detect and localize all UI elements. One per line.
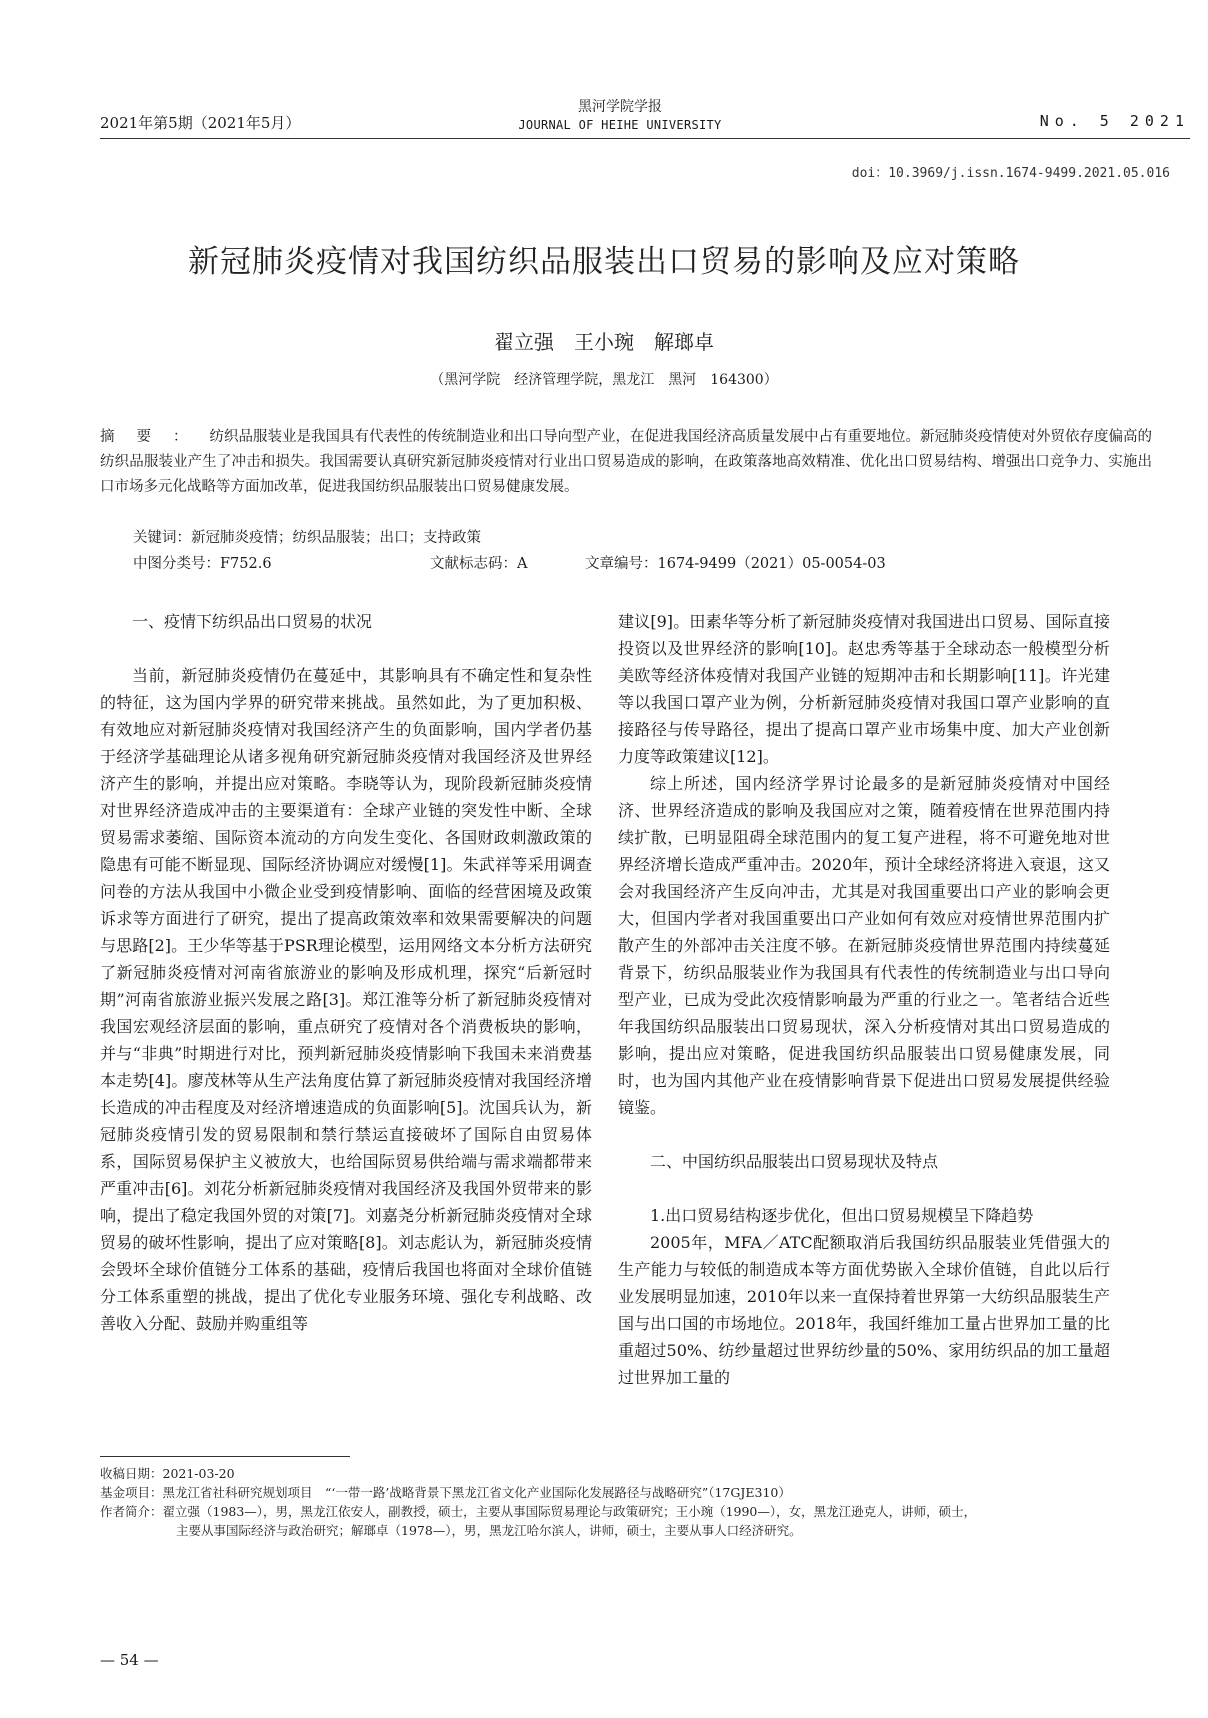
footnotes	[100, 1464, 1195, 1540]
body-paragraph-2005: 2005年，MFA／ATC配额取消后我国纺织品服装业凭借强大的生产能力与较低的制造成本等方面优势嵌入全球价值链，自此以后行业发展明显加速，2010年以来一直保持着世界第一大纺织品服装生产国与出口国的市场地位。2018年，我国纤维加工量占世界加工量的比重超过50%、纺纱量超过世界纺纱量的50%、家用纺织品的加工量超过世界加工量的	[618, 1233, 1110, 1387]
article-title: 新冠肺炎疫情对我国纺织品服装出口贸易的影响及应对策略	[188, 244, 1020, 280]
affiliation: （黑河学院 经济管理学院，黑龙江 黑河 164300）	[430, 372, 778, 388]
article-number: 文章编号：1674-9499（2021）05-0054-03	[585, 556, 886, 572]
issue-date: 2021年第5期（2021年5月）	[100, 114, 301, 132]
right-column	[618, 608, 1110, 1391]
journal-name-en: JOURNAL OF HEIHE UNIVERSITY	[518, 118, 722, 132]
footnote-rule	[100, 1456, 350, 1457]
abstract-text: 纺织品服装业是我国具有代表性的传统制造业和出口导向型产业，在促进我国经济高质量发展中占有重要地位。新冠肺炎疫情使对外贸依存度偏高的纺织品服装业产生了冲击和损失。我国需要认真研究新冠肺炎疫情对行业出口贸易造成的影响，在政策落地高效精准、优化出口贸易结构、增强出口竞争力、实施出口市场多元化战略等方面加改革，促进我国纺织品服装出口贸易健康发展。	[100, 429, 1152, 495]
left-column	[100, 608, 592, 1337]
keywords: 关键词：新冠肺炎疫情；纺织品服装；出口；支持政策	[133, 530, 481, 546]
fund-project: 基金项目：黑龙江省社科研究规划项目 “‘一带一路’战略背景下黑龙江省文化产业国际化发展路径与战略研究”（17GJE310）	[100, 1485, 791, 1500]
abstract-label: 摘要：	[100, 429, 210, 445]
subsection-heading: 1.出口贸易结构逐步优化，但出口贸易规模呈下降趋势	[650, 1206, 1034, 1225]
author-bio: 作者简介：翟立强（1983—），男，黑龙江依安人，副教授，硕士，主要从事国际贸易理论与政策研究；王小琬（1990—），女，黑龙江逊克人，讲师，硕士，	[100, 1504, 977, 1519]
authors: 翟立强 王小琬 解瑯卓	[494, 330, 714, 354]
journal-name	[480, 98, 760, 134]
issue-number: No. 5 2021	[1039, 112, 1190, 130]
body-paragraph-continued: 建议[9]。田素华等分析了新冠肺炎疫情对我国进出口贸易、国际直接投资以及世界经济的影响[10]。赵忠秀等基于全球动态一般模型分析美欧等经济体疫情对我国产业链的短期冲击和长期影响[11]。许光建等以我国口罩产业为例，分析新冠肺炎疫情对我国口罩产业影响的直接路径与传导路径，提出了提高口罩产业市场集中度、加大产业创新力度等政策建议[12]。	[618, 612, 1110, 766]
journal-name-cn: 黑河学院学报	[578, 99, 662, 115]
header-rule	[100, 138, 1190, 139]
received-date: 收稿日期：2021-03-20	[100, 1466, 235, 1481]
body-paragraph-summary: 综上所述，国内经济学界讨论最多的是新冠肺炎疫情对中国经济、世界经济造成的影响及我国应对之策，随着疫情在世界范围内持续扩散，已明显阻碍全球范围内的复工复产进程，将不可避免地对世界经济增长造成严重冲击。2020年，预计全球经济将进入衰退，这又会对我国经济产生反向冲击，尤其是对我国重要出口产业的影响会更大，但国内学者对我国重要出口产业如何有效应对疫情世界范围内扩散产生的外部冲击关注度不够。在新冠肺炎疫情世界范围内持续蔓延背景下，纺织品服装业作为我国具有代表性的传统制造业与出口导向型产业，已成为受此次疫情影响最为严重的行业之一。笔者结合近些年我国纺织品服装出口贸易现状，深入分析疫情对其出口贸易造成的影响，提出应对策略，促进我国纺织品服装出口贸易健康发展，同时，也为国内其他产业在疫情影响背景下促进出口贸易发展提供经验镜鉴。	[618, 774, 1110, 1117]
abstract	[100, 425, 1152, 500]
author-bio-continued: 主要从事国际经济与政治研究；解瑯卓（1978—），男，黑龙江哈尔滨人，讲师，硕士，主要从事人口经济研究。	[176, 1523, 802, 1538]
document-code: 文献标志码：A	[430, 556, 528, 572]
clc-number: 中图分类号：F752.6	[133, 556, 272, 572]
section-heading-1: 一、疫情下纺织品出口贸易的状况	[132, 612, 373, 631]
section-heading-2: 二、中国纺织品服装出口贸易现状及特点	[650, 1152, 939, 1171]
doi: doi：10.3969/j.issn.1674-9499.2021.05.016	[851, 166, 1170, 181]
body-paragraph: 当前，新冠肺炎疫情仍在蔓延中，其影响具有不确定性和复杂性的特征，这为国内学界的研究带来挑战。虽然如此，为了更加积极、有效地应对新冠肺炎疫情对我国经济产生的负面影响，国内学者仍基于经济学基础理论从诸多视角研究新冠肺炎疫情对我国经济及世界经济产生的影响，并提出应对策略。李晓等认为，现阶段新冠肺炎疫情对世界经济造成冲击的主要渠道有：全球产业链的突发性中断、全球贸易需求萎缩、国际资本流动的方向发生变化、各国财政刺激政策的隐患有可能不断显现、国际经济协调应对缓慢[1]。朱武祥等采用调查问卷的方法从我国中小微企业受到疫情影响、面临的经营困境及政策诉求等方面进行了研究，提出了提高政策效率和效果需要解决的问题与思路[2]。王少华等基于PSR理论模型，运用网络文本分析方法研究了新冠肺炎疫情对河南省旅游业的影响及形成机理，探究“后新冠时期”河南省旅游业振兴发展之路[3]。郑江淮等分析了新冠肺炎疫情对我国宏观经济层面的影响，重点研究了疫情对各个消费板块的影响，并与“非典”时期进行对比，预判新冠肺炎疫情影响下我国未来消费基本走势[4]。廖茂林等从生产法角度估算了新冠肺炎疫情对我国经济增长造成的冲击程度及对经济增速造成的负面影响[5]。沈国兵认为，新冠肺炎疫情引发的贸易限制和禁行禁运直接破坏了国际自由贸易体系，国际贸易保护主义被放大，也给国际贸易供给端与需求端都带来严重冲击[6]。刘花分析新冠肺炎疫情对我国经济及我国外贸带来的影响，提出了稳定我国外贸的对策[7]。刘嘉尧分析新冠肺炎疫情对全球贸易的破坏性影响，提出了应对策略[8]。刘志彪认为，新冠肺炎疫情会毁坏全球价值链分工体系的基础，疫情后我国也将面对全球价值链分工体系重塑的挑战，提出了优化专业服务环境、强化专利战略、改善收入分配、鼓励并购重组等	[100, 666, 592, 1333]
page-number: — 54 —	[100, 1651, 159, 1669]
